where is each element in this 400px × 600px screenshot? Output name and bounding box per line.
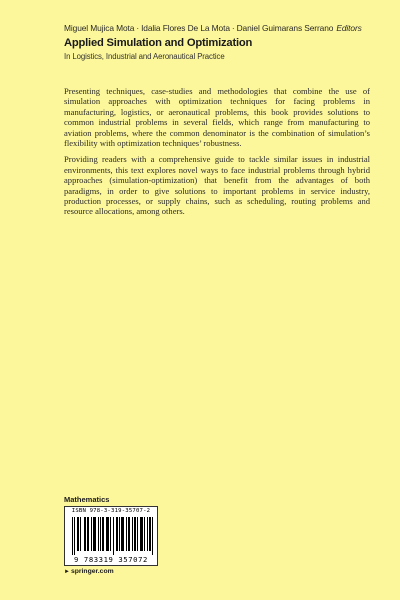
book-title: Applied Simulation and Optimization (64, 37, 253, 49)
editors-role: Editors (336, 23, 362, 33)
blurb-paragraph: Presenting techniques, case-studies and methodologies that combine the use of simulation approaches with optimization techniques for facing problems in manufacturing, logistics, or aeronautical problems, this book provides solutions to common industrial problems in several fields, which range from manufacturing to aviation problems, where the common denominator is the combination of simulation’s flexibility with optimization techniques’ robustness. (64, 86, 370, 149)
isbn-number: ISBN 978-3-319-35707-2 (71, 508, 151, 514)
editor-name: Idalia Flores De La Mota (141, 23, 230, 33)
editors-line (64, 23, 384, 33)
subject-label: Mathematics (64, 495, 110, 504)
barcode-bars (72, 517, 154, 555)
separator-dot: · (231, 23, 235, 33)
blurb (64, 86, 370, 223)
publisher-url (64, 568, 114, 575)
arrow-icon: ► (64, 569, 70, 575)
blurb-paragraph: Providing readers with a comprehensive guide to tackle similar issues in industrial environments, this text explores novel ways to face industrial problems through hybrid approaches (simulation-optimization) that benefit from the advantages of both paradigms, in order to give solutions to important problems in service industry, production processes, or supply chains, such as scheduling, routing problems and resource allocations, among others. (64, 154, 370, 217)
isbn-barcode (64, 506, 158, 566)
publisher-url-text: springer.com (70, 568, 114, 575)
book-subtitle: In Logistics, Industrial and Aeronautical Practice (64, 52, 225, 61)
ean-digits: 9 783319 357072 (74, 555, 148, 564)
editor-name: Daniel Guimarans Serrano (236, 23, 334, 33)
separator-dot: · (136, 23, 140, 33)
editor-name: Miguel Mujica Mota (64, 23, 135, 33)
